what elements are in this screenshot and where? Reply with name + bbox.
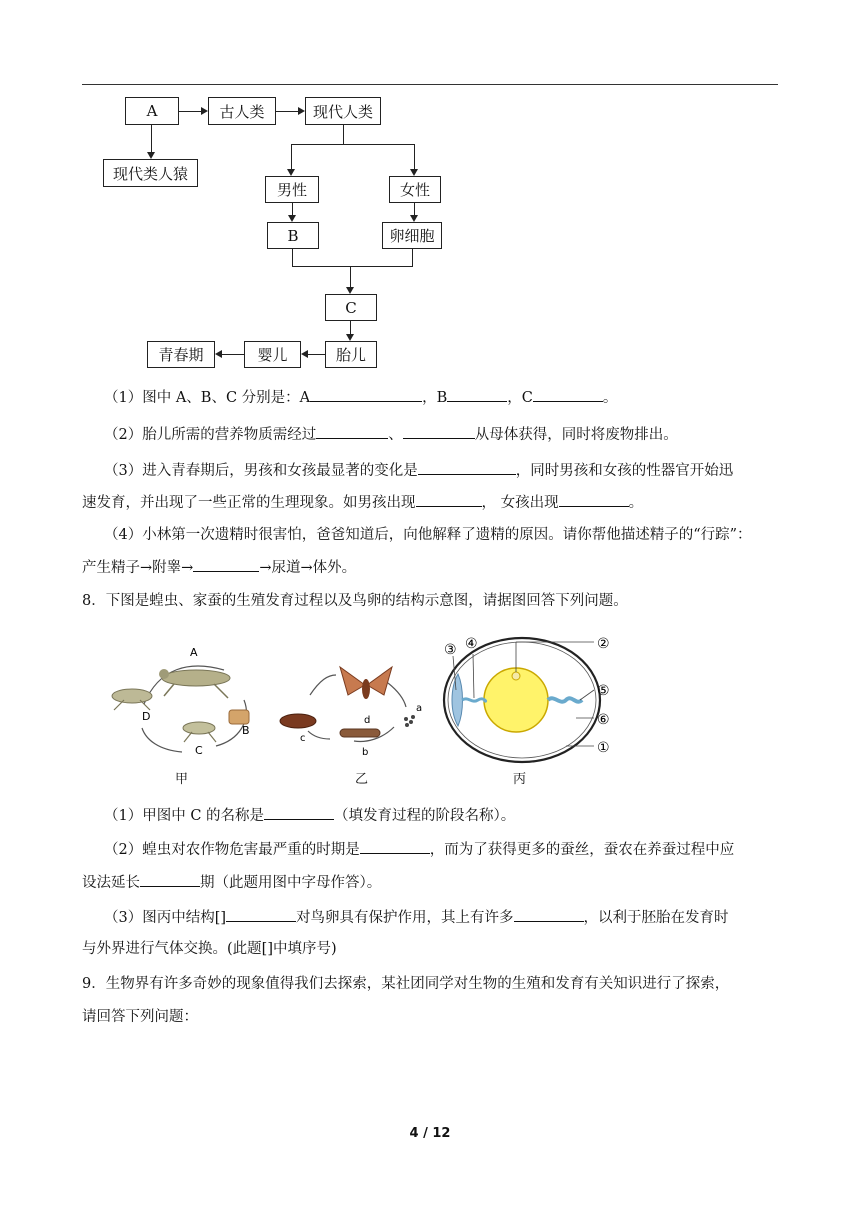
q7-part2-text-a: （2）胎儿所需的营养物质需经过 xyxy=(104,427,317,443)
label-c: C xyxy=(195,744,203,757)
page-number: 4 / 12 xyxy=(409,1126,451,1141)
silkworm-eggs-icon xyxy=(404,715,415,727)
larva-icon xyxy=(340,729,380,737)
answer-blank-stage[interactable] xyxy=(264,804,334,820)
q7-part3-line1 xyxy=(104,459,733,482)
box-egg-cell: 卵细胞 xyxy=(382,222,442,249)
answer-blank-locust-stage[interactable] xyxy=(360,838,430,854)
q8-part3-text-c: ，以利于胚胎在发育时 xyxy=(583,910,729,926)
bird-egg-structure-figure xyxy=(436,628,636,768)
q7-part3-line2-b: ， 女孩出现 xyxy=(481,495,559,511)
figure-label-bing: 丙 xyxy=(513,772,527,787)
box-male: 男性 xyxy=(265,176,319,203)
box-modern-ape: 现代类人猿 xyxy=(103,159,198,187)
connector xyxy=(222,354,244,355)
answer-blank-structure[interactable] xyxy=(226,906,296,922)
connector xyxy=(343,125,344,144)
q7-part1-text-c: ，C xyxy=(507,390,533,406)
q7-part1-end: 。 xyxy=(602,390,618,406)
label-b-lower: b xyxy=(362,747,369,755)
adult-locust-icon xyxy=(159,669,230,698)
connector xyxy=(414,203,415,215)
q7-part1 xyxy=(104,386,617,409)
older-nymph-locust-icon xyxy=(112,689,152,710)
connector xyxy=(350,321,351,334)
answer-blank-a[interactable] xyxy=(310,386,422,402)
arrow-head xyxy=(298,107,305,115)
answer-blank-nutrient-2[interactable] xyxy=(403,423,475,439)
q7-part2-sep: 、 xyxy=(388,427,403,443)
label-6: ⑥ xyxy=(597,712,610,728)
nymph-locust-icon xyxy=(183,722,216,742)
q8-part3-line2: 与外界进行气体交换。(此题[]中填序号) xyxy=(82,941,337,957)
q8-part3-text-a: （3）图丙中结构[] xyxy=(104,910,227,926)
box-puberty: 青春期 xyxy=(147,341,215,368)
connector xyxy=(412,249,413,266)
q8-part2-text-b: ，而为了获得更多的蚕丝，蚕农在养蚕过程中应 xyxy=(429,842,735,858)
box-a: A xyxy=(125,97,179,125)
label-2: ② xyxy=(597,636,610,652)
q7-part3-text-a: （3）进入青春期后，男孩和女孩最显著的变化是 xyxy=(104,463,418,479)
box-modern-human: 现代人类 xyxy=(305,97,381,125)
connector xyxy=(151,125,152,152)
q7-part1-text-a: （1）图中 A、B、C 分别是：A xyxy=(104,390,311,406)
arrow-head xyxy=(410,215,418,222)
label-4: ④ xyxy=(465,636,478,652)
figure-label-jia: 甲 xyxy=(175,772,189,787)
connector xyxy=(308,354,325,355)
label-a-lower: a xyxy=(416,703,423,714)
label-5: ⑤ xyxy=(597,683,610,699)
pupa-icon xyxy=(280,714,316,728)
arrow-head xyxy=(147,152,155,159)
answer-blank-pores[interactable] xyxy=(514,906,584,922)
q7-part4-line2-b: →尿道→体外。 xyxy=(259,560,357,576)
q7-part3-text-b: ，同时男孩和女孩的性器官开始迅 xyxy=(515,463,734,479)
connector xyxy=(291,144,415,145)
q8-part1-text-a: （1）甲图中 C 的名称是 xyxy=(104,808,265,824)
connector xyxy=(276,111,298,112)
q8-part2-line2 xyxy=(82,871,381,894)
answer-blank-nutrient-1[interactable] xyxy=(316,423,388,439)
answer-blank-girl[interactable] xyxy=(559,491,629,507)
cycle-arc xyxy=(142,728,182,752)
q7-part1-text-b: ，B xyxy=(422,390,448,406)
cycle-arc xyxy=(310,675,336,695)
connector xyxy=(414,144,415,169)
connector xyxy=(292,266,413,267)
answer-blank-c[interactable] xyxy=(533,386,603,402)
q7-part3-line2 xyxy=(82,491,643,514)
q8-part2-line2-b: 期（此题用图中字母作答）。 xyxy=(200,875,382,891)
arrow-head xyxy=(301,350,308,358)
q8-part3-text-b: 对鸟卵具有保护作用，其上有许多 xyxy=(296,910,514,926)
q8-title: 8．下图是蝗虫、家蚕的生殖发育过程以及鸟卵的结构示意图，请据图回答下列问题。 xyxy=(82,593,628,609)
box-b: B xyxy=(267,222,319,249)
arrow-head xyxy=(410,169,418,176)
label-b: B xyxy=(242,724,250,737)
figure-label-yi: 乙 xyxy=(355,772,369,787)
connector xyxy=(292,249,293,266)
answer-blank-boy[interactable] xyxy=(416,491,482,507)
box-female: 女性 xyxy=(389,176,441,203)
box-fetus: 胎儿 xyxy=(325,341,377,368)
q8-part2-text-a: （2）蝗虫对农作物危害最严重的时期是 xyxy=(104,842,360,858)
header-rule xyxy=(82,84,778,85)
label-3: ③ xyxy=(444,642,457,658)
q7-part4-line2-a: 产生精子→附睾→ xyxy=(82,560,194,576)
arrow-head xyxy=(201,107,208,115)
locust-life-cycle-figure xyxy=(104,640,264,770)
cycle-arc xyxy=(388,683,406,707)
germinal-disc xyxy=(512,672,520,680)
q9-line1: 9．生物界有许多奇妙的现象值得我们去探索，某社团同学对生物的生殖和发育有关知识进行了探索， xyxy=(82,976,730,992)
arrow-head xyxy=(346,334,354,341)
q8-part2-line1 xyxy=(104,838,734,861)
arrow-head xyxy=(287,169,295,176)
q8-part2-line2-a: 设法延长 xyxy=(82,875,140,891)
answer-blank-change[interactable] xyxy=(418,459,516,475)
q7-part2-text-b: 从母体获得，同时将废物排出。 xyxy=(474,427,678,443)
q7-part4-line1: （4）小林第一次遗精时很害怕，爸爸知道后，向他解释了遗精的原因。请你帮他描述精子的“行踪”： xyxy=(104,527,752,543)
answer-blank-b[interactable] xyxy=(447,386,507,402)
label-a: A xyxy=(190,646,198,659)
label-1: ① xyxy=(597,740,610,756)
arrow-head xyxy=(288,215,296,222)
box-c: C xyxy=(325,294,377,321)
connector xyxy=(179,111,201,112)
connector xyxy=(291,144,292,169)
q8-part3-line1 xyxy=(104,906,729,929)
box-ancient-human: 古人类 xyxy=(208,97,276,125)
q7-part3-line2-a: 速发育，并出现了一些正常的生理现象。如男孩出现 xyxy=(82,495,416,511)
label-c-lower: c xyxy=(300,733,306,744)
arrow-head xyxy=(215,350,222,358)
cycle-arc xyxy=(308,731,330,739)
eggs-icon xyxy=(229,710,249,724)
q8-part1-text-b: （填发育过程的阶段名称）。 xyxy=(334,808,516,824)
moth-icon xyxy=(340,667,392,699)
q7-part3-end: 。 xyxy=(628,495,644,511)
label-d-lower: d xyxy=(364,715,371,726)
label-d: D xyxy=(142,710,151,723)
connector xyxy=(292,203,293,215)
silkworm-life-cycle-figure xyxy=(270,655,440,755)
answer-blank-path[interactable] xyxy=(193,556,259,572)
arrow-head xyxy=(346,287,354,294)
q7-part2 xyxy=(104,423,678,446)
q8-part1 xyxy=(104,804,515,827)
answer-blank-silkworm-stage[interactable] xyxy=(140,871,200,887)
q7-part4-line2 xyxy=(82,556,356,579)
connector xyxy=(350,266,351,287)
q9-line2: 请回答下列问题： xyxy=(82,1009,198,1025)
box-baby: 婴儿 xyxy=(244,341,301,368)
